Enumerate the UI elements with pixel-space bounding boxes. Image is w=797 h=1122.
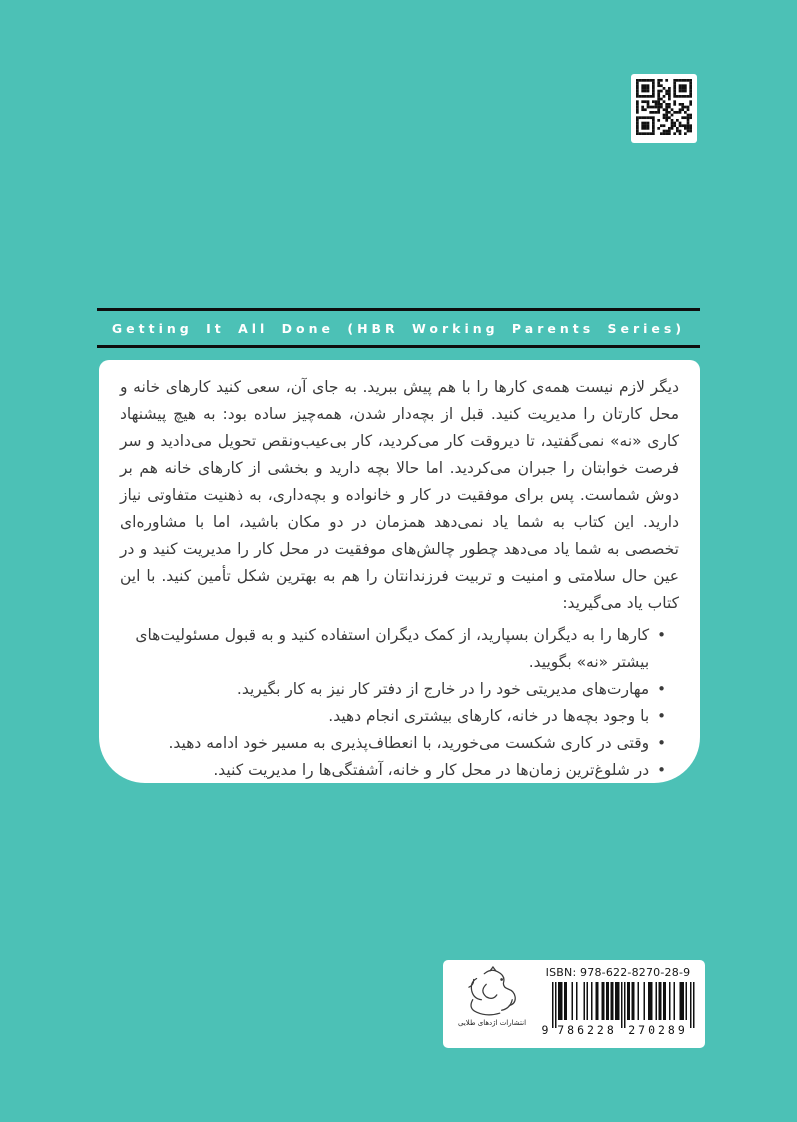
bullet-dot-icon: • <box>657 761 666 779</box>
bullet-text: مهارت‌های مدیریتی خود را در خارج از دفتر کار نیز به کار بگیرید. <box>236 680 650 698</box>
bullet-text: وقتی در کاری شکست می‌خورید، با انعطاف‌پذیری به مسیر خود ادامه دهید. <box>168 734 650 752</box>
svg-text:9: 9 <box>541 1023 549 1037</box>
svg-text:786228: 786228 <box>557 1023 617 1037</box>
bullet-dot-icon: • <box>657 680 666 698</box>
publisher-name: انتشارات اژدهای طلایی <box>457 1019 527 1027</box>
bullet-item <box>120 757 666 783</box>
svg-text:270289: 270289 <box>628 1023 688 1037</box>
description-panel <box>99 360 700 783</box>
bullet-dot-icon: • <box>657 707 666 725</box>
publisher-dragon-logo-icon <box>461 966 523 1018</box>
qr-pattern <box>636 79 692 139</box>
isbn-label: ISBN: 978-622-8270-28-9 <box>545 966 691 979</box>
bullet-dot-icon: • <box>657 734 666 752</box>
publisher-block <box>449 964 535 1044</box>
isbn-panel <box>443 960 705 1048</box>
series-banner <box>97 308 700 348</box>
bullet-text: در شلوغ‌ترین زمان‌ها در محل کار و خانه، آشفتگی‌ها را مدیریت کنید. <box>213 761 650 779</box>
isbn-block <box>537 964 699 1044</box>
series-title: Getting It All Done (HBR Working Parents Series) <box>111 320 686 336</box>
bullet-text: با وجود بچه‌ها در خانه، کارهای بیشتری انجام دهید. <box>328 707 650 725</box>
bullet-list <box>120 622 666 783</box>
bullet-item <box>120 730 666 757</box>
bullet-item <box>120 676 666 703</box>
bullet-text: کارها را به دیگران بسپارید، از کمک دیگران استفاده کنید و به قبول مسئولیت‌های بیشتر «نه» بگویید. <box>135 626 650 671</box>
bullet-item <box>120 622 666 676</box>
bullet-item <box>120 703 666 730</box>
ean13-barcode <box>540 980 696 1042</box>
description-paragraph: دیگر لازم نیست همه‌ی کارها را با هم پیش ببرید. به جای آن، سعی کنید کارهای خانه و محل کارتان را مدیریت کنید. قبل از بچه‌دار شدن، همه‌چیز ساده بود: به هیچ پیشنهاد کاری «نه» نمی‌گفتید، تا دیروقت کار می‌کردید، کار بی‌عیب‌ونقص تحویل می‌دادید و سر فرصت خوابتان را جبران می‌کردید. اما حالا بچه دارید و بخشی از کارهای خانه هم بر دوش شماست. پس برای موفقیت در کار و خانواده و بچه‌داری، به ذهنیت متفاوتی نیاز دارید. این کتاب به شما یاد نمی‌دهد همزمان در دو مکان باشید، اما با مشاوره‌ای تخصصی به شما یاد می‌دهد چطور چالش‌های موفقیت در محل کار را مدیریت کنید و در عین حال سلامتی و امنیت و تربیت فرزندانتان را هم به بهترین شکل تأمین کنید. با این کتاب یاد می‌گیرید: <box>120 378 679 612</box>
bullet-dot-icon: • <box>657 626 666 644</box>
qr-code <box>631 74 697 143</box>
